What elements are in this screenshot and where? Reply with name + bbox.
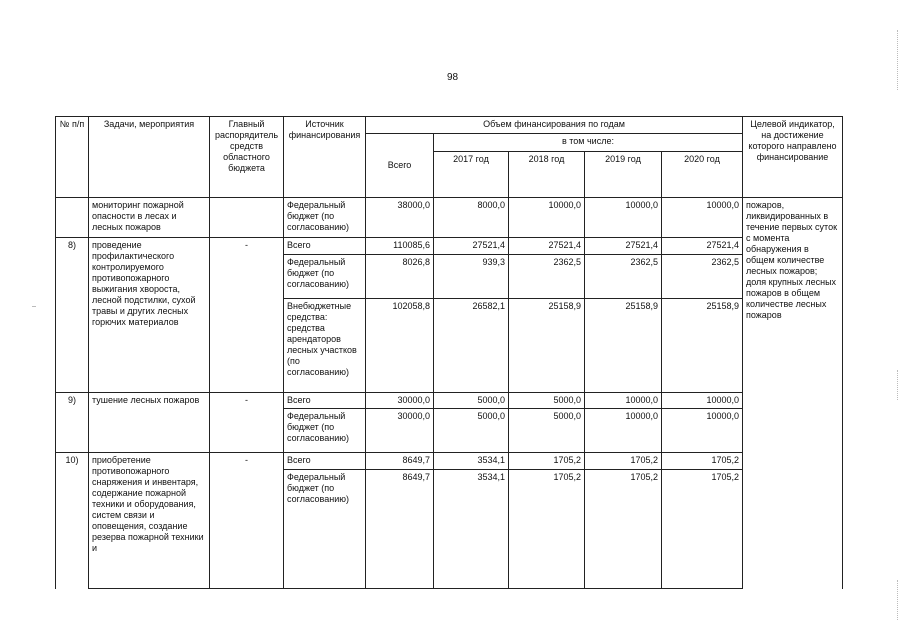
row9-total-all: 30000,0 <box>366 393 434 409</box>
row9-source-federal: Федеральный бюджет (по согласованию) <box>284 409 366 453</box>
row9-fed-2018: 5000,0 <box>509 409 585 453</box>
header-source: Источник финансирования <box>284 117 366 198</box>
row10-dist: - <box>210 453 284 589</box>
cont-2018: 10000,0 <box>509 198 585 238</box>
header-volume: Объем финансирования по годам <box>366 117 743 134</box>
header-2018: 2018 год <box>509 152 585 198</box>
header-tasks: Задачи, мероприятия <box>89 117 210 198</box>
row10-fed-2017: 3534,1 <box>434 470 509 589</box>
row10-fed-2019: 1705,2 <box>585 470 662 589</box>
row10-total-2019: 1705,2 <box>585 453 662 470</box>
header-2020: 2020 год <box>662 152 743 198</box>
scan-edge-marks-top <box>897 30 902 90</box>
row9-total-2017: 5000,0 <box>434 393 509 409</box>
row8-fed-2017: 939,3 <box>434 255 509 299</box>
cont-total: 38000,0 <box>366 198 434 238</box>
row9-total-2020: 10000,0 <box>662 393 743 409</box>
cont-task: мониторинг пожарной опасности в лесах и лесных пожаров <box>89 198 210 238</box>
row8-dist: - <box>210 238 284 393</box>
cont-2019: 10000,0 <box>585 198 662 238</box>
row8-total-all: 110085,6 <box>366 238 434 255</box>
row10-fed-all: 8649,7 <box>366 470 434 589</box>
row9-source-total: Всего <box>284 393 366 409</box>
row10-fed-2018: 1705,2 <box>509 470 585 589</box>
scan-left-mark <box>32 306 36 307</box>
row10-total-2020: 1705,2 <box>662 453 743 470</box>
row8-fed-2019: 2362,5 <box>585 255 662 299</box>
row10-source-total: Всего <box>284 453 366 470</box>
row8-extra-2020: 25158,9 <box>662 299 743 393</box>
cont-2020: 10000,0 <box>662 198 743 238</box>
cont-source: Федеральный бюджет (по согласованию) <box>284 198 366 238</box>
row10-fed-2020: 1705,2 <box>662 470 743 589</box>
row9-num: 9) <box>56 393 89 453</box>
row9-fed-2017: 5000,0 <box>434 409 509 453</box>
row8-total-2020: 27521,4 <box>662 238 743 255</box>
header-including: в том числе: <box>434 134 743 152</box>
row10-total-2018: 1705,2 <box>509 453 585 470</box>
row8-extra-2018: 25158,9 <box>509 299 585 393</box>
header-target: Целевой индикатор, на достижение которого направлено финансирование <box>743 117 843 198</box>
row8-extra-2017: 26582,1 <box>434 299 509 393</box>
cont-num-cell <box>56 198 89 238</box>
header-num: № п/п <box>56 117 89 198</box>
row9-fed-2020: 10000,0 <box>662 409 743 453</box>
row8-num: 8) <box>56 238 89 393</box>
row8-fed-all: 8026,8 <box>366 255 434 299</box>
row10-total-2017: 3534,1 <box>434 453 509 470</box>
row8-fed-2018: 2362,5 <box>509 255 585 299</box>
row8-total-2018: 27521,4 <box>509 238 585 255</box>
row9-total-2019: 10000,0 <box>585 393 662 409</box>
row8-source-federal: Федеральный бюджет (по согласованию) <box>284 255 366 299</box>
scan-edge-marks-bottom <box>897 580 902 620</box>
row9-fed-all: 30000,0 <box>366 409 434 453</box>
row8-source-extra: Внебюджетные средства: средства арендаторов лесных участков (по согласованию) <box>284 299 366 393</box>
target-indicator: пожаров, ликвидированных в течение первых суток с момента обнаружения в общем количестве лесных пожаров; доля крупных лесных пожаров в общем количестве лесных пожаров <box>743 198 843 589</box>
row10-total-all: 8649,7 <box>366 453 434 470</box>
header-distributor: Главный распорядитель средств областного бюджета <box>210 117 284 198</box>
row8-extra-2019: 25158,9 <box>585 299 662 393</box>
scan-edge-marks-middle <box>897 370 902 400</box>
header-2017: 2017 год <box>434 152 509 198</box>
header-2019: 2019 год <box>585 152 662 198</box>
row8-fed-2020: 2362,5 <box>662 255 743 299</box>
row10-source-federal: Федеральный бюджет (по согласованию) <box>284 470 366 589</box>
header-total: Всего <box>366 134 434 198</box>
cont-2017: 8000,0 <box>434 198 509 238</box>
row9-total-2018: 5000,0 <box>509 393 585 409</box>
row10-num: 10) <box>56 453 89 589</box>
row8-task: проведение профилактического контролируемого противопожарного выжигания хвороста, лесной подстилки, сухой травы и других лесных горючих материалов <box>89 238 210 393</box>
row8-total-2019: 27521,4 <box>585 238 662 255</box>
row8-total-2017: 27521,4 <box>434 238 509 255</box>
row10-task: приобретение противопожарного снаряжения и инвентаря, содержание пожарной техники и оборудования, систем связи и оповещения, создание резерва пожарной техники и <box>89 453 210 589</box>
row9-fed-2019: 10000,0 <box>585 409 662 453</box>
row8-extra-all: 102058,8 <box>366 299 434 393</box>
cont-dist-cell <box>210 198 284 238</box>
page-number: 98 <box>446 72 459 83</box>
row9-task: тушение лесных пожаров <box>89 393 210 453</box>
financing-table <box>55 116 843 589</box>
row8-source-total: Всего <box>284 238 366 255</box>
row9-dist: - <box>210 393 284 453</box>
